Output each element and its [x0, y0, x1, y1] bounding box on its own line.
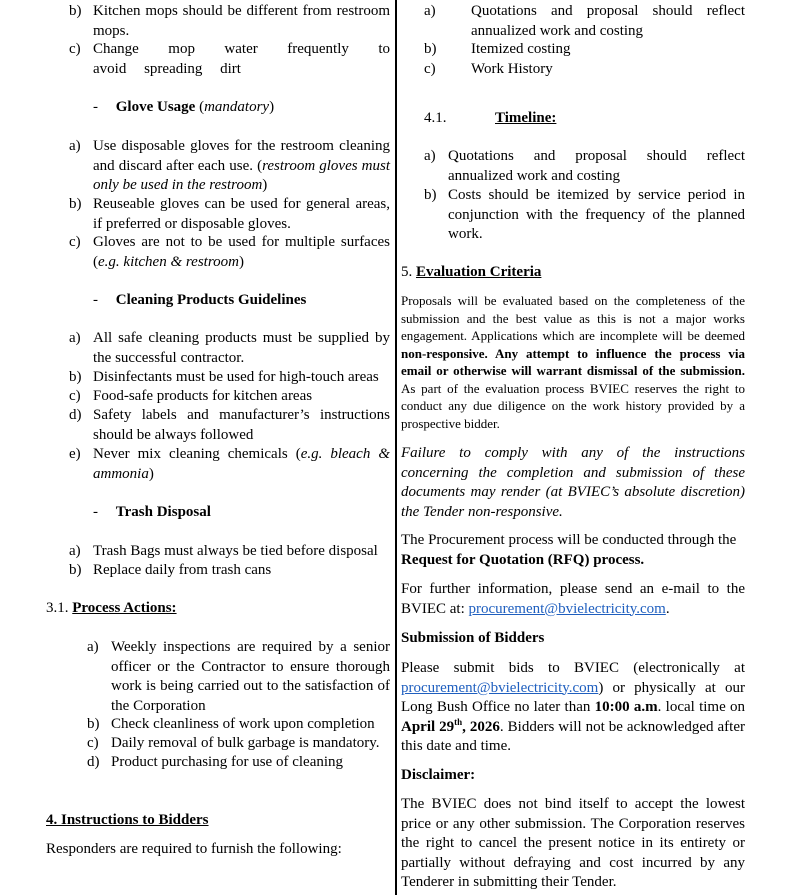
section-number: 3.1. [46, 600, 69, 616]
evaluation-warning: non-responsive. Any attempt to influence the process via email or otherwise will warrant dismissal of the submission. [401, 345, 745, 378]
subheading-title: Cleaning Products Guidelines [115, 292, 307, 308]
list-item: e) Never mix cleaning chemicals (e.g. bleach & ammonia) [69, 446, 390, 482]
list-label: c) [69, 41, 81, 57]
list-item [87, 715, 390, 735]
subheading-title: Trash Disposal [115, 504, 211, 520]
column-divider [395, 0, 397, 895]
list-item [87, 734, 390, 754]
list-text: Safety labels and manufacturer’s instructions should be always followed [93, 407, 390, 443]
list-text: Food-safe products for kitchen areas [93, 388, 313, 404]
info-paragraph: For further information, please send an e-mail to the BVIEC at: procurement@bvielectricity.com. [401, 581, 745, 617]
subheading-trash-disposal [93, 503, 211, 523]
list-text: Disinfectants must be used for high-touch areas [93, 369, 379, 385]
list-text: Gloves are not to be used for multiple surfaces ( [93, 234, 390, 270]
list-item [69, 40, 390, 79]
list-text: Quotations and proposal should reflect annualized work and costing [448, 148, 745, 184]
list-item: a) Use disposable gloves for the restroom cleaning and discard after each use. (restroom gloves must only be used in the restroom) [69, 138, 390, 193]
list-item [87, 753, 390, 773]
list-text: Change mop water frequently to avoid spreading dirt [93, 41, 390, 77]
list-text: Trash Bags must always be tied before disposal [93, 543, 378, 559]
list-label: b) [424, 187, 437, 203]
list-text: Costs should be itemized by service period in conjunction with the frequency of the planned work. [448, 187, 745, 242]
list-item [69, 2, 390, 41]
list-label: c) [69, 388, 81, 404]
list-label: e) [69, 446, 81, 462]
section-heading-instructions: 4. Instructions to Bidders [46, 812, 209, 828]
list-label: b) [69, 562, 82, 578]
list-text: Itemized costing [471, 41, 571, 57]
list-label: a) [424, 3, 436, 19]
list-text: Quotations and proposal should reflect annualized work and costing [471, 3, 745, 39]
list-item [69, 561, 390, 581]
list-text: All safe cleaning products must be supplied by the successful contractor. [93, 330, 390, 366]
list-item [69, 387, 390, 407]
list-label: b) [424, 41, 437, 57]
list-text-italic: e.g. bleach & ammonia [93, 446, 390, 482]
list-text: Replace daily from trash cans [93, 562, 272, 578]
list-text: Work History [471, 61, 553, 77]
section-number: 5. [401, 264, 413, 280]
subheading-note: mandatory [204, 99, 270, 115]
section-title: Timeline: [495, 110, 557, 126]
list-label: d) [87, 754, 100, 770]
list-item [87, 638, 390, 716]
section-number: 4.1. [424, 110, 447, 126]
subheading-glove-usage: - Glove Usage (mandatory) [93, 99, 275, 115]
list-text: Kitchen mops should be different from restroom mops. [93, 3, 390, 39]
section-heading-timeline [424, 109, 557, 129]
section-heading-process-actions [46, 599, 177, 619]
disclaimer-paragraph: The BVIEC does not bind itself to accept the lowest price or any other submission. The Corporation reserves the right to cancel the present notice in its entirety or partially without defraying and cost incurred by any Tenderer in submitting their Tender. [401, 796, 745, 890]
list-item [69, 406, 390, 445]
list-text: Daily removal of bulk garbage is mandatory. [111, 735, 380, 751]
email-link[interactable]: procurement@bvielectricity.com [468, 600, 666, 617]
list-label: a) [424, 148, 436, 164]
section-heading-evaluation [401, 263, 541, 283]
list-label: c) [87, 735, 99, 751]
list-item [69, 542, 390, 562]
disclaimer-heading: Disclaimer: [401, 767, 476, 783]
list-label: d) [69, 407, 82, 423]
submission-paragraph: Please submit bids to BVIEC (electronically at procurement@bvielectricity.com) or physically at our Long Bush Office no later than 10:00 a.m. local time on April 29th, 2026. Bidders will not be acknowledged after this date and time. [401, 660, 746, 754]
rfq-process: Request for Quotation (RFQ) process. [401, 551, 645, 568]
list-label: a) [69, 330, 81, 346]
list-label: b) [69, 196, 82, 212]
list-text: Reuseable gloves can be used for general areas, if preferred or disposable gloves. [93, 196, 390, 232]
list-text: Never mix cleaning chemicals ( [93, 446, 301, 462]
list-item [424, 40, 745, 60]
list-label: b) [69, 369, 82, 385]
list-label: c) [69, 234, 81, 250]
subheading-title: Glove Usage [115, 99, 196, 115]
list-text-italic: e.g. kitchen & restroom [98, 253, 239, 270]
email-link[interactable]: procurement@bvielectricity.com [401, 679, 599, 696]
list-item: c) Gloves are not to be used for multiple surfaces (e.g. kitchen & restroom) [69, 234, 390, 270]
deadline-time: 10:00 a.m [594, 699, 658, 715]
list-label: c) [424, 61, 436, 77]
dash-bullet: - [93, 292, 98, 308]
list-text-italic: restroom gloves must only be used in the restroom [93, 157, 390, 193]
list-text: Weekly inspections are required by a senior officer or the Contractor to ensure thorough work is being carried out to the satisfaction of the Corporation [111, 639, 390, 714]
section-title: Evaluation Criteria [416, 264, 542, 280]
list-item [424, 2, 745, 41]
list-item [424, 147, 745, 186]
submission-heading: Submission of Bidders [401, 630, 545, 646]
evaluation-paragraph: Proposals will be evaluated based on the completeness of the submission and the best value as this is not a major works engagement. Applications which are incomplete will be deemed non-responsive. Any attempt to influence the process via email or otherwise will warrant dismissal of the submission. As part of the evaluation process BVIEC reserves the right to conduct any due diligence on the work history provided by a prospective bidder. [401, 293, 745, 431]
list-label: b) [69, 3, 82, 19]
section-title: Process Actions: [72, 600, 177, 616]
list-label: a) [69, 543, 81, 559]
list-label: a) [87, 639, 99, 655]
dash-bullet: - [93, 504, 98, 520]
list-label: b) [87, 716, 100, 732]
list-text: Product purchasing for use of cleaning [111, 754, 344, 770]
list-text: Check cleanliness of work upon completion [111, 716, 375, 732]
subheading-cleaning-products [93, 291, 306, 311]
instructions-intro: Responders are required to furnish the following: [46, 841, 342, 857]
list-item [69, 195, 390, 234]
failure-paragraph: Failure to comply with any of the instructions concerning the completion and submission of these documents may render (at BVIEC’s absolute discretion) the Tender non-responsive. [401, 445, 745, 520]
dash-bullet: - [93, 99, 98, 115]
procurement-paragraph: The Procurement process will be conducted through the Request for Quotation (RFQ) process. [401, 532, 737, 568]
list-item [424, 186, 745, 245]
list-item [69, 329, 390, 368]
list-item [424, 60, 745, 80]
list-label: a) [69, 138, 81, 154]
list-text: Use disposable gloves for the restroom cleaning and discard after each use. ( [93, 138, 390, 174]
list-item [69, 368, 390, 388]
deadline-date: April 29th, 2026 [401, 716, 500, 735]
